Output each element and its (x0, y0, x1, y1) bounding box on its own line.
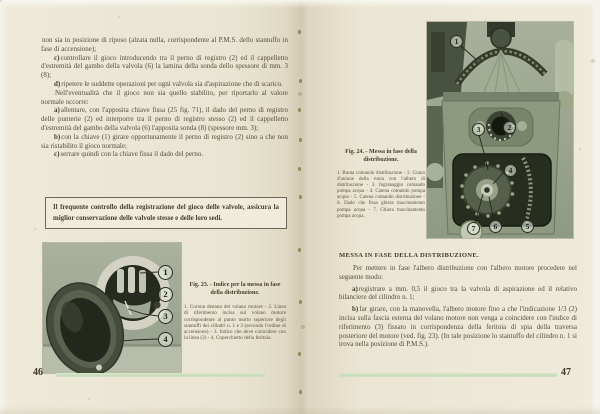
paragraph-marker: a) (54, 106, 60, 115)
callout-4: 4 (158, 332, 173, 347)
paragraph-text: serrare quindi con la chiave fissa il dado del perno. (60, 150, 204, 159)
figure-23-photo (43, 243, 181, 373)
paragraph-marker: c) (54, 53, 60, 62)
left-body-text (41, 36, 288, 159)
paragraph (41, 89, 288, 107)
paragraph-marker: c) (54, 150, 60, 159)
paragraph (41, 106, 288, 132)
callout-3: 3 (158, 309, 173, 324)
figure-23-caption (184, 281, 286, 342)
scan-edge-right (590, 0, 600, 414)
callout-7: 7 (467, 222, 480, 235)
paragraph (41, 36, 288, 54)
scan-edge-bottom (0, 406, 600, 414)
paragraph-marker: b) (54, 132, 61, 141)
paragraph-text: allentare, con l'apposita chiave fissa (25 fig. 71), il dado del perno di registro delle punterie (2) ed interporre tra il perno di registro stesso (2) ed il cappelletto d'estremità del gambo della valvola (6) l'apposita sonda (8) (spessore mm. 3); (41, 106, 288, 132)
paragraph-text: far girare, con la manovella, l'albero motore fino a che l'indicazione 1/3 (2) incisa sulla fascia esterna del volano motore non venga a coincidere con l'indice di riferimento (3) fissato in corrispondenza della feritoia di spia della traversa posteriore del motore (ved. fig. 23). (In tale posizione lo stantuffo del cilindro n. 1 si trova nella posizione di P.M.S.). (339, 305, 577, 349)
figure-24-caption (337, 148, 425, 220)
paragraph (41, 54, 288, 80)
callout-1: 1 (450, 35, 463, 48)
paragraph (41, 80, 288, 89)
section-heading: MESSA IN FASE DELLA DISTRIBUZIONE. (339, 252, 479, 259)
callout-2: 2 (158, 287, 173, 302)
paragraph-text: ripetere le suddette operazioni per ogni valvola sia d'aspirazione che di scarico. (61, 79, 283, 88)
callout-2: 2 (503, 121, 516, 134)
page-number-left: 46 (33, 367, 43, 378)
paragraph (339, 285, 577, 303)
figure-24-legend: 1. Ruota comando distribuzione - 2. Grano d'unione della ruota con l'albero di distribuzione - 3. Ingranaggio comando pompa acqua - 4. Catena comando pompa acqua - 5. Catena comando distribuzione - 6. Dado che fissa ghiera trascinamento pompa acqua - 7. Ghiera trascinamento pompa acqua. (337, 171, 425, 219)
paragraph-text: Per mettere in fase l'albero distribuzione con l'albero motore procedere nel seguente modo: (339, 264, 577, 281)
page-number-right: 47 (561, 367, 571, 378)
paragraph (339, 305, 577, 349)
paragraph (339, 264, 577, 282)
flywheel-inspection-port-illustration (43, 243, 181, 373)
timing-gear-case-illustration (427, 22, 573, 238)
paragraph-text: registrare a mm. 0,5 il gioco tra la valvola di aspirazione ed il relativo bilanciere del cilindro n. 1; (339, 284, 577, 302)
paragraph (41, 133, 288, 151)
figure-23-title: Fig. 23. - Indice per la messa in fase della distribuzione. (189, 282, 281, 296)
callout-3: 3 (472, 123, 485, 136)
callout-6: 6 (489, 220, 502, 233)
figure-23-legend: 1. Corona dentata del volano motore - 2. Linea di riferimento incisa sul volano motore corrispondente al punto morto superiore degli stantuffi dei cilindri n. 1 e 3 (secondo l'ordine di accensione) - 3. Indice che deve coincidere con la linea (2) - 4. Coperchietto della feritoia. (184, 304, 286, 342)
paragraph-marker: d) (54, 79, 61, 88)
paragraph-text: controllare il gioco introducendo tra il perno di registro (2) ed il cappelletto d'estremità del gambo della valvola (6) la lamina della sonda dello spessore di mm. 3 (8); (41, 53, 288, 80)
highlight-note-box: Il frequente controllo della registrazione del gioco delle valvole, assicura la miglior conservazione delle valvole stesse e delle loro sedi. (45, 197, 287, 229)
paragraph-text: con la chiave (1) girare opportunamente il perno di registro (2) sino a che non sia ristabilito il gioco normale; (41, 132, 288, 150)
scan-edge-top (0, 0, 600, 8)
paragraph-text: Nell'eventualità che il gioco non sia quello stabilito, per riportarlo al valore normale occorre: (41, 88, 288, 106)
figure-24-title: Fig. 24. - Messa in fase della distribuzione. (345, 149, 417, 163)
paragraph (41, 150, 288, 159)
right-body-text (339, 264, 577, 349)
paper-specks (0, 0, 2, 2)
figure-24-photo (427, 22, 573, 238)
footer-rule-left (56, 373, 265, 377)
callout-1: 1 (158, 265, 173, 280)
callout-5: 5 (521, 220, 534, 233)
footer-rule-right (339, 373, 557, 377)
scan-edge-left (0, 0, 9, 414)
paragraph-marker: b) (352, 305, 359, 314)
paragraph-text: non sia in posizione di riposo (alzata nulla, corrispondente al P.M.S. dello stantuffo in fase di accensione); (41, 36, 288, 53)
paragraph-marker: a) (352, 284, 358, 293)
callout-4: 4 (504, 164, 517, 177)
